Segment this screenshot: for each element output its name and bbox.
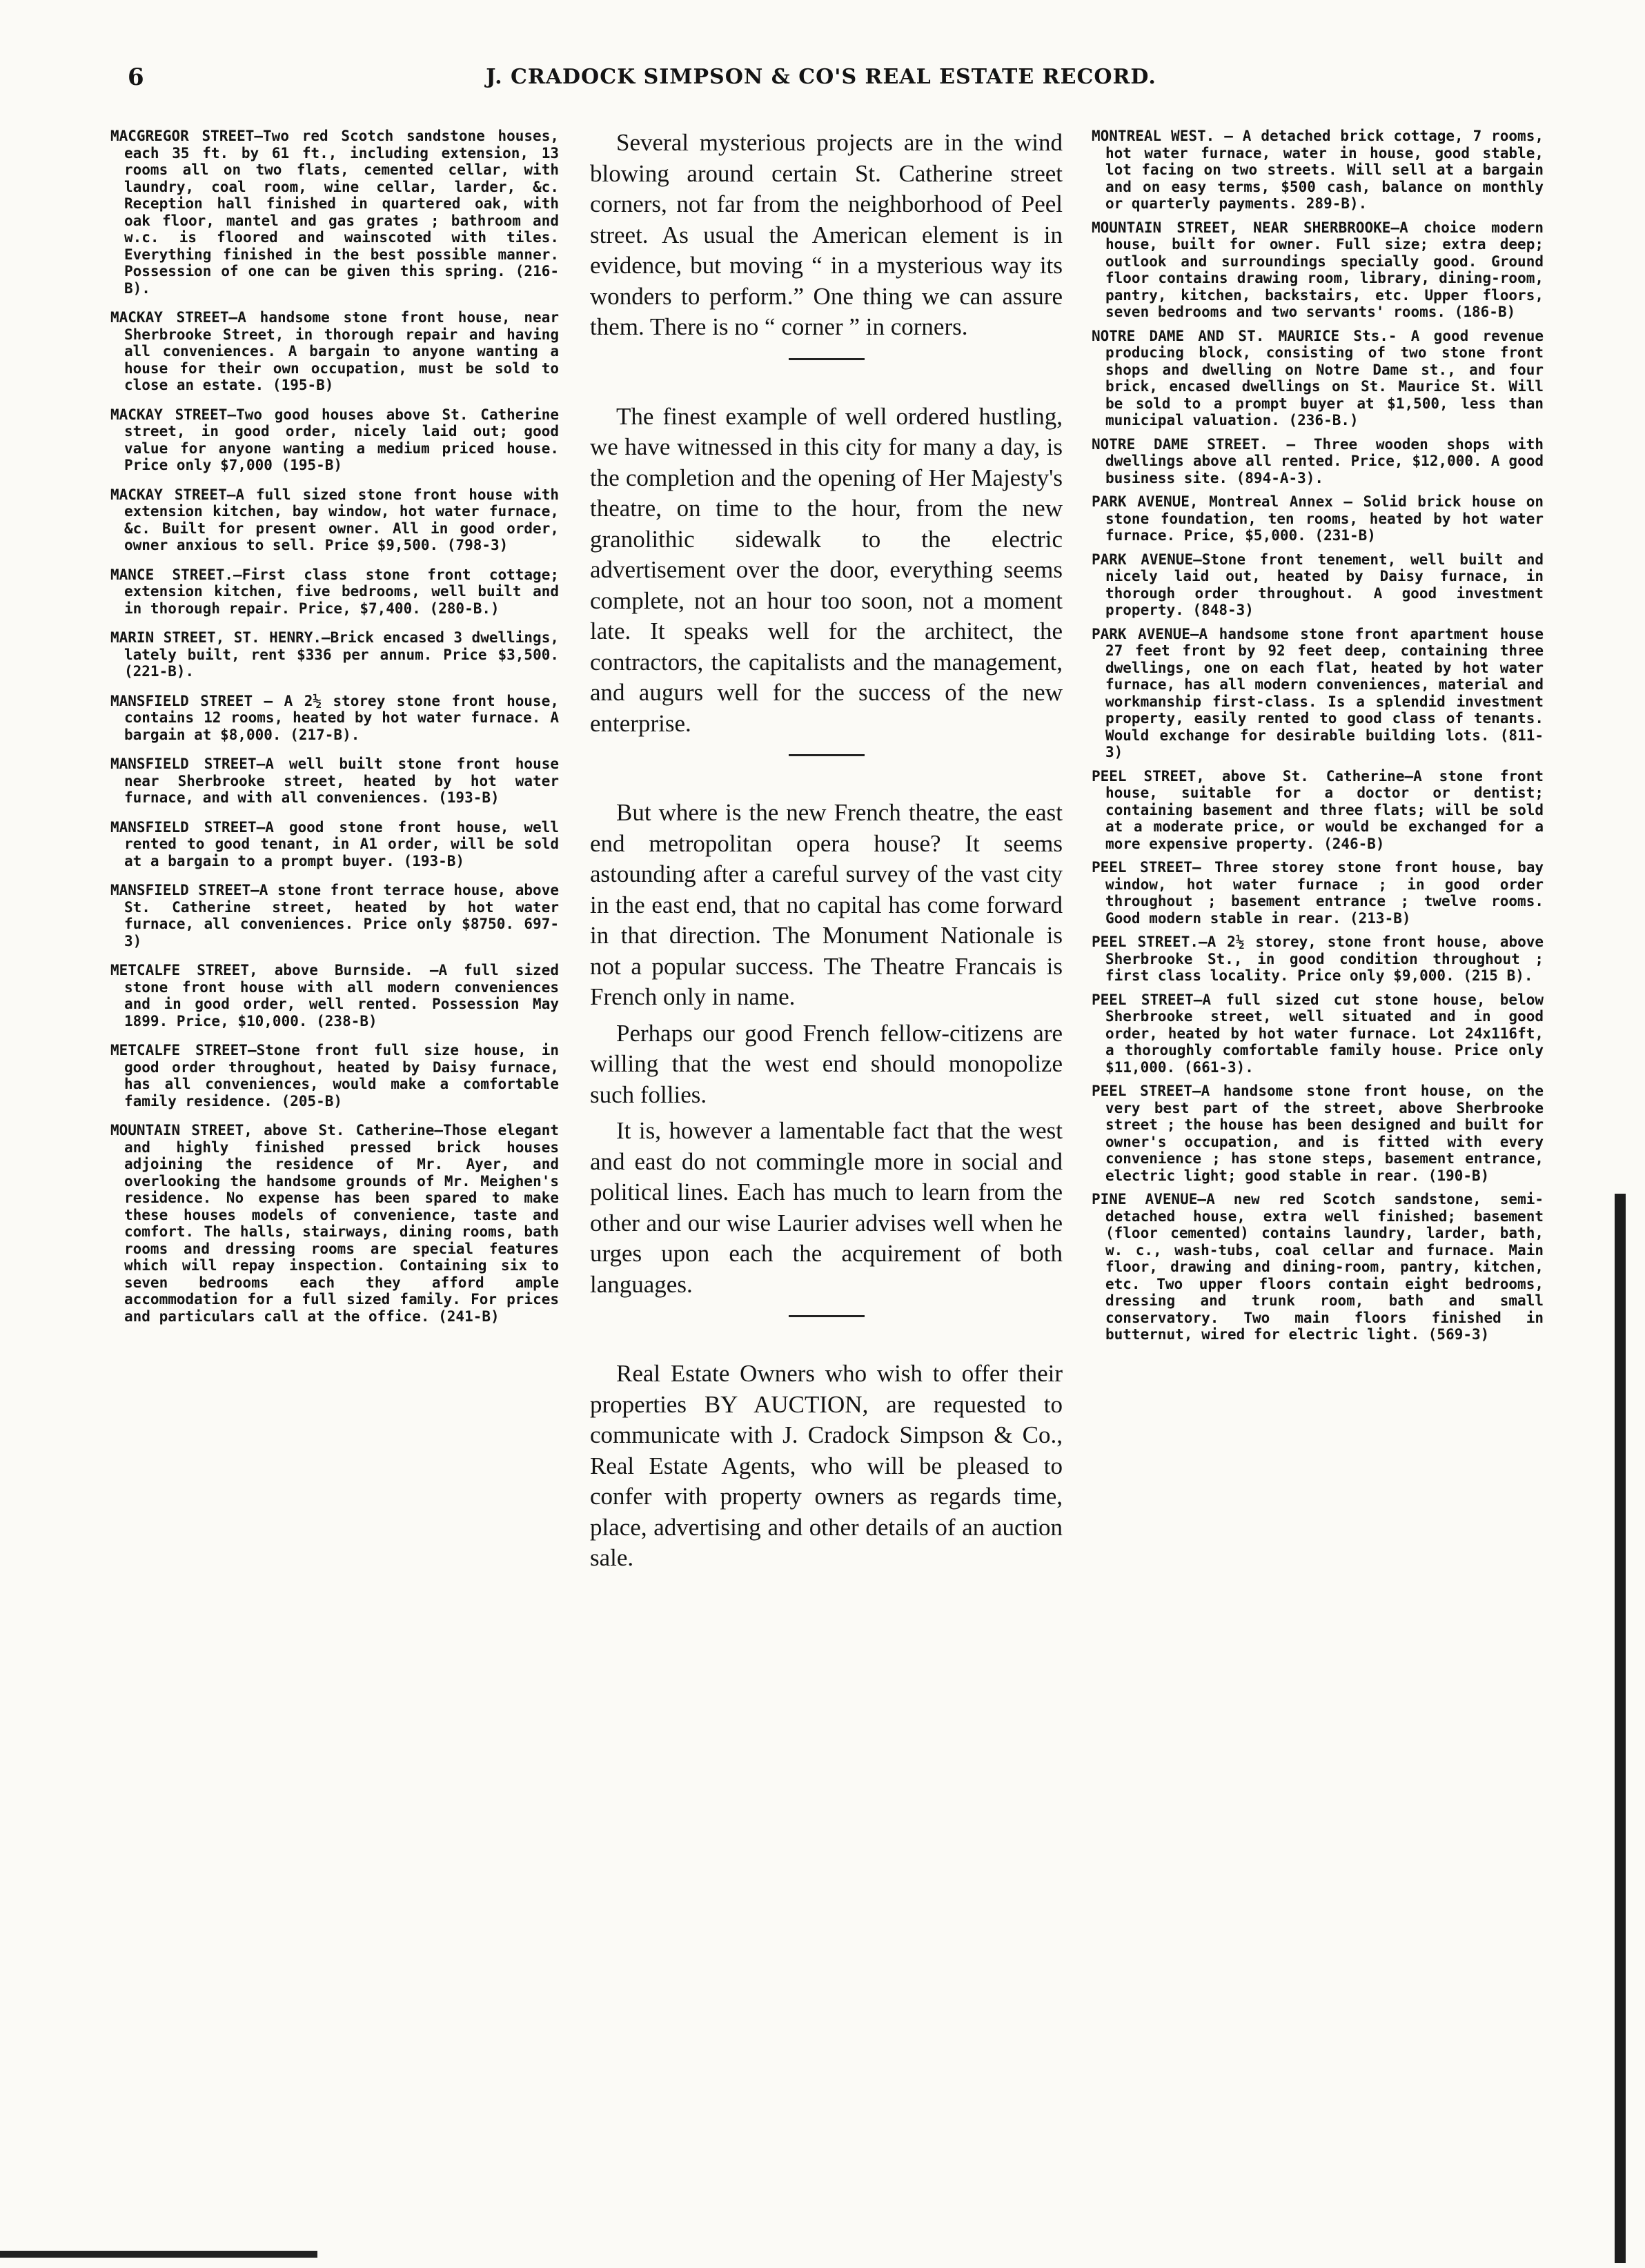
- section-divider: [789, 1315, 865, 1317]
- listing: [1092, 934, 1544, 985]
- listing: [110, 406, 559, 474]
- listing: [1092, 992, 1544, 1076]
- section-divider: [789, 358, 865, 360]
- page-header: [128, 63, 1515, 105]
- listing-body: —Stone front full size house, in good order throughout, heated by Daisy furnace, has all conveniences, would make a comfortable family residence. (205-B): [124, 1042, 560, 1110]
- article-paragraph: But where is the new French theatre, the east end metropolitan opera house? It seems astounding after a careful survey of the vast city in the east end, that no capital has come forward in that direction. The Monument Nationale is not a popular success. The Theatre Francais is French only in name.: [590, 799, 1063, 1010]
- listing-body: —A well built stone front house near Sherbrooke street, heated by hot water furnace, and with all conveniences. (193-B): [124, 756, 560, 806]
- listing-heading: PEEL STREET: [1092, 1083, 1192, 1099]
- listing: [1092, 436, 1544, 487]
- listing-body: - A good revenue producing block, consisting of two stone front shops and dwelling on Notre Dame st., and four brick, encased dwellings on St. Maurice St. Will be sold to a prompt buyer at $1,500, less than municipal valuation. (236-B.): [1105, 327, 1544, 428]
- listing-heading: PARK AVENUE: [1092, 625, 1190, 642]
- listing-heading: MOUNTAIN STREET, above St. Catherine: [110, 1122, 435, 1138]
- listing-heading: PEEL STREET, above St. Catherine: [1092, 767, 1405, 785]
- listing-body: — Three storey stone front house, bay window, hot water furnace ; in good order throughout ; basement entrance ; twelve rooms. Good modern stable in rear. (213-B): [1105, 859, 1544, 927]
- listing: [110, 629, 559, 680]
- listing-body: —A full sized stone front house with all modern conveniences and in good order, well rented. Possession May 1899. Price, $10,000. (238-B): [124, 962, 559, 1029]
- listing: [110, 486, 559, 554]
- listing-body: —A full sized cut stone house, below Sherbrooke street, well situated and in good order, heated by hot water furnace. Lot 24x116ft, a thoroughly comfortable family house. Price only $11,000. (661-3).: [1105, 991, 1544, 1076]
- listing-heading: PARK AVENUE: [1092, 551, 1194, 568]
- middle-column: [590, 128, 1063, 1574]
- listing-heading: MARIN STREET, ST. HENRY.: [110, 629, 322, 646]
- article-paragraph: It is, however a lamentable fact that the west and east do not commingle more in social and political lines. Each has much to learn from the other and our wise Laurier advises well when he urges upon each the acquirement of both languages.: [590, 1117, 1063, 1298]
- listing-body: —Two red Scotch sandstone houses, each 35 ft. by 61 ft., including extension, 13 rooms all on two flats, cemented cellar, with laundry, coal room, wine cellar, larder, &c. Reception hall finished in quartered oak, with oak floor, mantel and gas grates ; bathroom and w.c. is floored and wainscoted with tiles. Everything finished in the best possible manner. Possession of one can be given this spring. (216-B).: [124, 128, 559, 297]
- listing: [110, 566, 559, 618]
- listing-heading: NOTRE DAME AND ST. MAURICE Sts.: [1092, 327, 1388, 344]
- listing-heading: PARK AVENUE, Montreal Annex: [1092, 493, 1333, 510]
- listing-heading: PINE AVENUE: [1092, 1191, 1198, 1207]
- page-number: 6: [128, 63, 144, 91]
- listing-heading: MOUNTAIN STREET, NEAR SHERBROOKE: [1092, 219, 1391, 236]
- listing-heading: MANSFIELD STREET: [110, 882, 251, 898]
- listing: [110, 693, 559, 744]
- listing-body: —A good stone front house, well rented to good tenant, in A1 order, will be sold at a bargain to a prompt buyer. (193-B): [124, 818, 560, 869]
- right-column: [1092, 128, 1544, 1350]
- listing-body: —Two good houses above St. Catherine street, in good order, nicely laid out; good value for anyone wanting a medium priced house. Price only $7,000 (195-B): [124, 406, 559, 473]
- listing-body: —A handsome stone front apartment house 27 feet front by 92 feet deep, containing three dwellings, one on each flat, heated by hot water furnace, has all modern conveniences, material and workmanship first-class. Is a splendid investment property, easily rented to good class of tenants. Would exchange for desirable building lots. (811-3): [1105, 625, 1544, 760]
- listing: [110, 309, 559, 394]
- article-paragraph: Several mysterious projects are in the wind blowing around certain St. Catherine street corners, not far from the neighborhood of Peel street. As usual the American element is in evidence, but moving “ in a mysterious way its wonders to perform.” One thing we can assure them. There is no “ corner ” in corners.: [590, 129, 1063, 340]
- listing-body: —A new red Scotch sandstone, semi-detached house, extra well finished; basement (floor cemented) contains laundry, larder, bath, w. c., wash-tubs, coal cellar and furnace. Main floor, drawing and dining-room, pantry, kitchen, etc. Two upper floors contain eight bedrooms, dressing and trunk room, bath and small conservatory. Two main floors finished in butternut, wired for electric light. (569-3): [1105, 1191, 1544, 1343]
- listing: [1092, 328, 1544, 429]
- listing-heading: MONTREAL WEST.: [1092, 128, 1215, 144]
- listing-body: —Those elegant and highly finished pressed brick houses adjoining the residence of Mr. Ayer, and overlooking the handsome grounds of Mr. Meighen's residence. No expense has been spared to make these houses models of convenience, taste and comfort. The halls, stairways, dining rooms, bath rooms and dressing rooms are special features which will repay inspection. Containing six to seven bedrooms each they afford ample accommodation for a full sized family. For prices and particulars call at the office. (241-B): [124, 1122, 559, 1325]
- listing-heading: PEEL STREET.: [1092, 934, 1199, 950]
- listing: [1092, 768, 1544, 853]
- listing-body: — Solid brick house on stone foundation, ten rooms, heated by hot water furnace. Price, $5,000. (231-B): [1105, 493, 1544, 544]
- listing: [1092, 493, 1544, 544]
- listing: [110, 1042, 559, 1110]
- listing-heading: PEEL STREET: [1092, 991, 1194, 1008]
- listing-body: —Stone front tenement, well built and nicely laid out, heated by Daisy furnace, in thorough order throughout. A good investment property. (848-3): [1105, 551, 1544, 618]
- listing-heading: MANCE STREET.: [110, 566, 234, 583]
- listing: [110, 962, 559, 1029]
- section-divider: [789, 754, 865, 756]
- listing: [110, 756, 559, 807]
- listing-body: — A 2½ storey stone front house, contains 12 rooms, heated by hot water furnace. A bargain at $8,000. (217-B).: [124, 692, 559, 743]
- listing-heading: NOTRE DAME STREET.: [1092, 435, 1268, 453]
- article-paragraph: Real Estate Owners who wish to offer their properties BY AUCTION, are requested to communicate with J. Cradock Simpson & Co., Real Estate Agents, who will be pleased to confer with property owners as regards time, place, advertising and other details of an auction sale.: [590, 1360, 1063, 1571]
- listing-body: —First class stone front cottage; extension kitchen, five bedrooms, well built and in thorough repair. Price, $7,400. (280-B.): [124, 566, 559, 617]
- listing-heading: MACGREGOR STREET: [110, 128, 255, 144]
- listing-heading: MACKAY STREET: [110, 406, 228, 423]
- scan-edge-shadow: [1615, 1194, 1626, 2263]
- listing: [1092, 1191, 1544, 1343]
- listing: [1092, 219, 1544, 321]
- listing-body: —A handsome stone front house, near Sherbrooke Street, in thorough repair and having all conveniences. A bargain to anyone wanting a house for their own occupation, must be sold to close an estate. (195-B): [124, 309, 559, 393]
- listing-heading: MACKAY STREET: [110, 309, 229, 326]
- article-paragraph: Perhaps our good French fellow-citizens are willing that the west end should monopolize such follies.: [590, 1019, 1063, 1108]
- listing: [110, 819, 559, 870]
- article-paragraph: The finest example of well ordered hustling, we have witnessed in this city for many a day, is the completion and the opening of Her Majesty's theatre, on time to the hour, from the new granolithic sidewalk to the electric advertisement over the door, everything seems complete, not an hour too soon, not a moment late. It speaks well for the architect, the contractors, the capitalists and the management, and augurs well for the success of the new enterprise.: [590, 402, 1063, 737]
- listing-heading: METCALFE STREET: [110, 1042, 248, 1058]
- left-column: [110, 128, 559, 1337]
- listing-body: — A detached brick cottage, 7 rooms, hot water furnace, water in house, good stable, lot facing on two streets. Will sell at a bargain and on easy terms, $500 cash, balance on monthly or quarterly payments. 289-B).: [1105, 128, 1544, 212]
- listing: [110, 882, 559, 949]
- listing-body: —A handsome stone front house, on the very best part of the street, above Sherbrooke street ; the house has been designed and built for owner's occupation, and is fitted with every convenience ; has stone steps, basement entrance, electric light; good stable in rear. (190-B): [1105, 1083, 1544, 1184]
- listing-heading: MANSFIELD STREET: [110, 692, 253, 709]
- listing: [1092, 128, 1544, 213]
- listing: [1092, 551, 1544, 619]
- listing: [1092, 1083, 1544, 1184]
- listing-body: —A stone front terrace house, above St. Catherine street, heated by hot water furnace, all conveniences. Price only $8750. 697-3): [124, 882, 559, 949]
- scan-bottom-rule: [0, 2251, 317, 2258]
- listing-body: —A choice modern house, built for owner. Full size; extra deep; outlook and surroundings specially good. Ground floor contains drawing room, library, dining-room, pantry, kitchen, backstairs, etc. Upper floors, seven bedrooms and two servants' rooms. (186-B): [1105, 219, 1544, 320]
- listing-body: —A full sized stone front house with extension kitchen, bay window, hot water furnace, &c. Built for present owner. All in good order, owner anxious to sell. Price $9,500. (798-3): [124, 486, 559, 553]
- running-head: J. CRADOCK SIMPSON & CO'S REAL ESTATE RECORD.: [486, 65, 1156, 89]
- listing: [110, 1122, 559, 1325]
- listing-heading: METCALFE STREET, above Burnside.: [110, 962, 413, 978]
- listing-body: —A 2½ storey, stone front house, above Sherbrooke St., in good condition throughout ; first class locality. Price only $9,000. (215 B).: [1105, 934, 1544, 984]
- listing-heading: PEEL STREET: [1092, 859, 1192, 876]
- listing-heading: MACKAY STREET: [110, 486, 227, 503]
- listing-body: — Three wooden shops with dwellings above all rented. Price, $12,000. A good business site. (894-A-3).: [1105, 435, 1544, 486]
- listing: [1092, 626, 1544, 761]
- listing-body: —A stone front house, suitable for a doctor or dentist; containing basement and three flats; will be sold at a moderate price, or would be exchanged for a more expensive property. (246-B): [1105, 767, 1544, 852]
- listing-heading: MANSFIELD STREET: [110, 756, 257, 772]
- listing-heading: MANSFIELD STREET: [110, 818, 257, 836]
- listing-body: —Brick encased 3 dwellings, lately built, rent $336 per annum. Price $3,500. (221-B).: [124, 629, 559, 680]
- listing: [110, 128, 559, 297]
- listing: [1092, 859, 1544, 927]
